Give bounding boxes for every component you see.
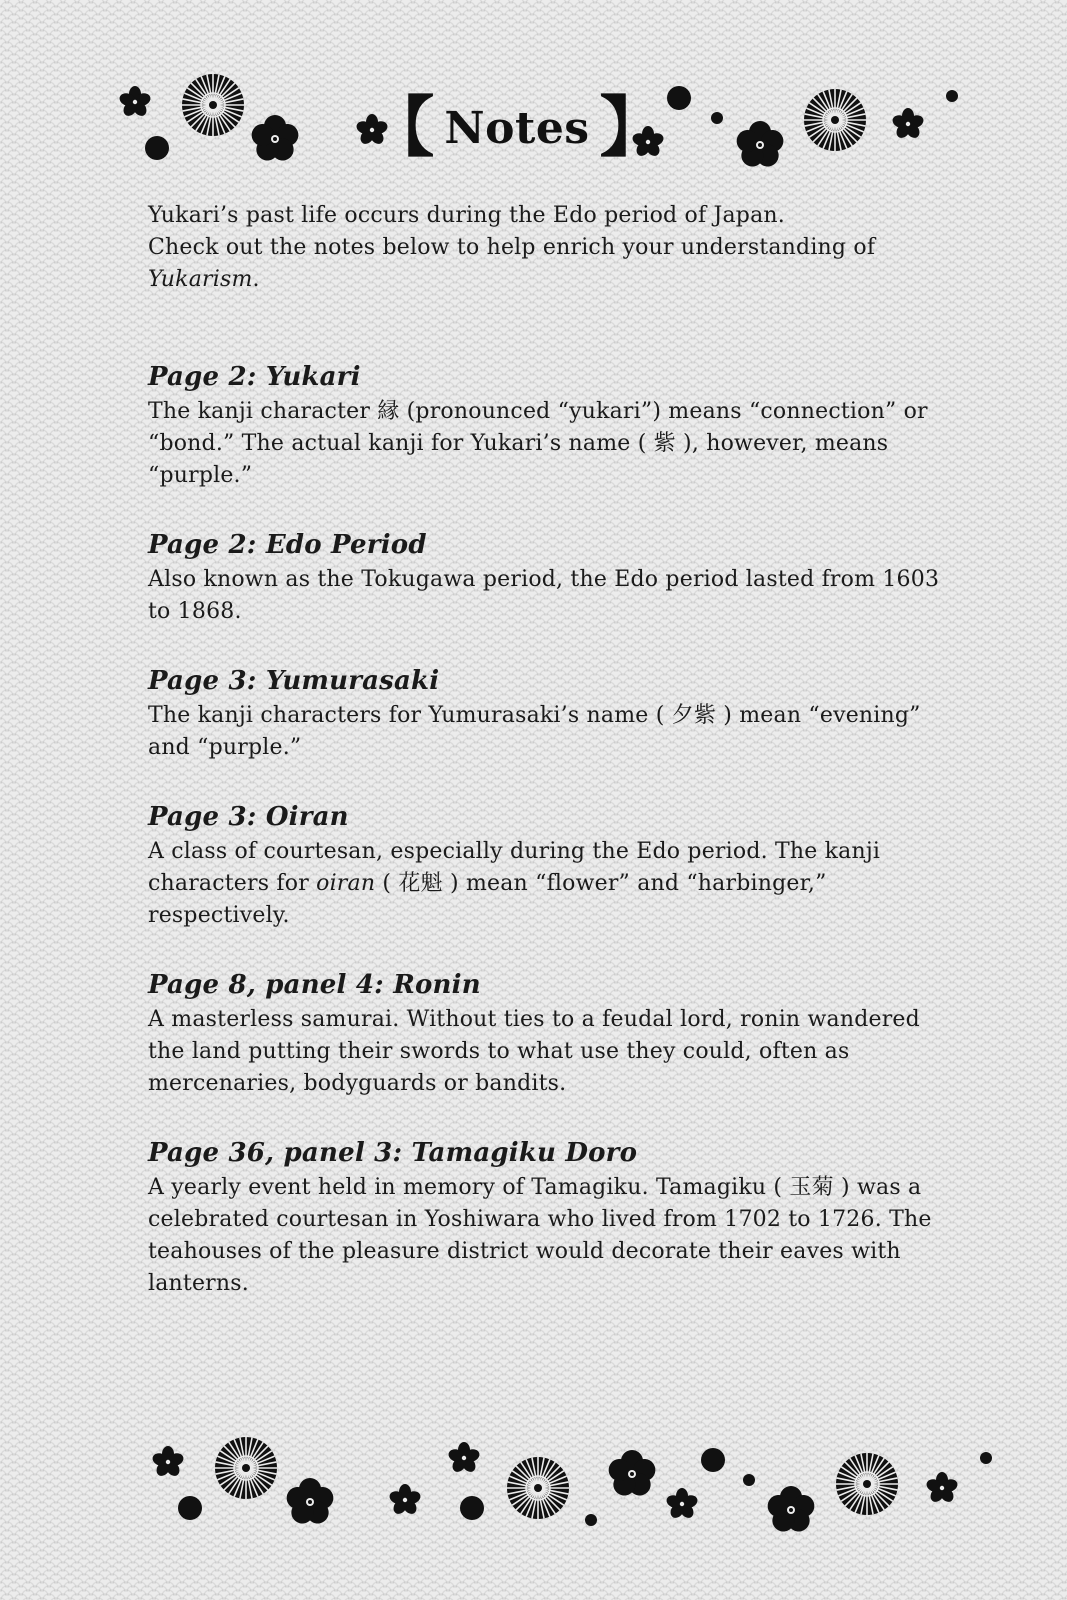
note-item (148, 1138, 958, 1300)
note-body: Also known as the Tokugawa period, the Edo period lasted from 1603 to 1868. (148, 567, 940, 624)
bottom-floral-border (0, 1420, 1067, 1560)
note-item (148, 802, 958, 932)
intro-line-1: Yukari’s past life occurs during the Edo period of Japan. (148, 203, 785, 228)
plum-blossom-icon (765, 1486, 817, 1536)
note-item (148, 666, 958, 764)
note-heading: Page 2: Yukari (148, 362, 361, 392)
plum-blossom-icon (284, 1478, 336, 1528)
sakura-icon (151, 1446, 185, 1478)
intro-line-2 (148, 232, 948, 264)
dot-icon (980, 1452, 992, 1464)
chrysanthemum-icon (507, 1457, 569, 1519)
note-body: A masterless samurai. Without ties to a feudal lord, ronin wandered the land putting their swords to what use they could, often as mercenaries, bodyguards or bandits. (148, 1007, 920, 1096)
note-body-end: ( 花魁 ) mean “flower” and “harbinger,” respectively. (148, 871, 827, 928)
floral-border-svg (0, 1420, 1067, 1560)
note-item (148, 362, 958, 492)
note-item (148, 530, 958, 628)
dot-icon (178, 1496, 202, 1520)
note-body-start: A class of courtesan, especially during the Edo period. The kanji characters for (148, 839, 881, 896)
dot-icon (701, 1448, 725, 1472)
note-body: The kanji character 縁 (pronounced “yukari”) means “connection” or “bond.” The actual kanji for Yukari’s name ( 紫 ), however, means “purple.” (148, 399, 928, 488)
dot-icon (460, 1496, 484, 1520)
chrysanthemum-icon (836, 1453, 898, 1515)
note-heading: Page 3: Yumurasaki (148, 666, 440, 696)
intro-line-3 (148, 264, 948, 296)
sakura-icon (447, 1442, 481, 1474)
header (0, 60, 1067, 180)
intro-paragraph (148, 200, 948, 296)
dot-icon (585, 1514, 597, 1526)
sakura-icon (388, 1484, 422, 1516)
note-heading: Page 3: Oiran (148, 802, 349, 832)
notes-list (148, 362, 958, 1330)
page-title: Notes (444, 102, 590, 154)
intro-end: . (252, 267, 260, 292)
intro-line-2-text: Check out the notes below to help enrich your understanding of (148, 235, 876, 260)
note-heading: Page 36, panel 3: Tamagiku Doro (148, 1138, 638, 1168)
close-bracket: 】 (599, 89, 666, 166)
chrysanthemum-icon (215, 1437, 277, 1499)
note-body (148, 836, 958, 932)
title-block (368, 80, 666, 176)
sakura-icon (925, 1472, 959, 1504)
dot-icon (743, 1474, 755, 1486)
note-heading: Page 8, panel 4: Ronin (148, 970, 481, 1000)
intro-italic-title: Yukarism (148, 267, 253, 292)
note-item (148, 970, 958, 1100)
plum-blossom-icon (606, 1450, 658, 1500)
note-body: The kanji characters for Yumurasaki’s name ( 夕紫 ) mean “evening” and “purple.” (148, 703, 921, 760)
open-bracket: 【 (368, 89, 435, 166)
note-body: A yearly event held in memory of Tamagiku. Tamagiku ( 玉菊 ) was a celebrated courtesan in Yoshiwara who lived from 1702 to 1726. The teahouses of the pleasure district would decorate their eaves with lanterns. (148, 1175, 932, 1296)
note-body-italic: oiran (316, 871, 376, 896)
sakura-icon (665, 1488, 699, 1520)
note-heading: Page 2: Edo Period (148, 530, 427, 560)
